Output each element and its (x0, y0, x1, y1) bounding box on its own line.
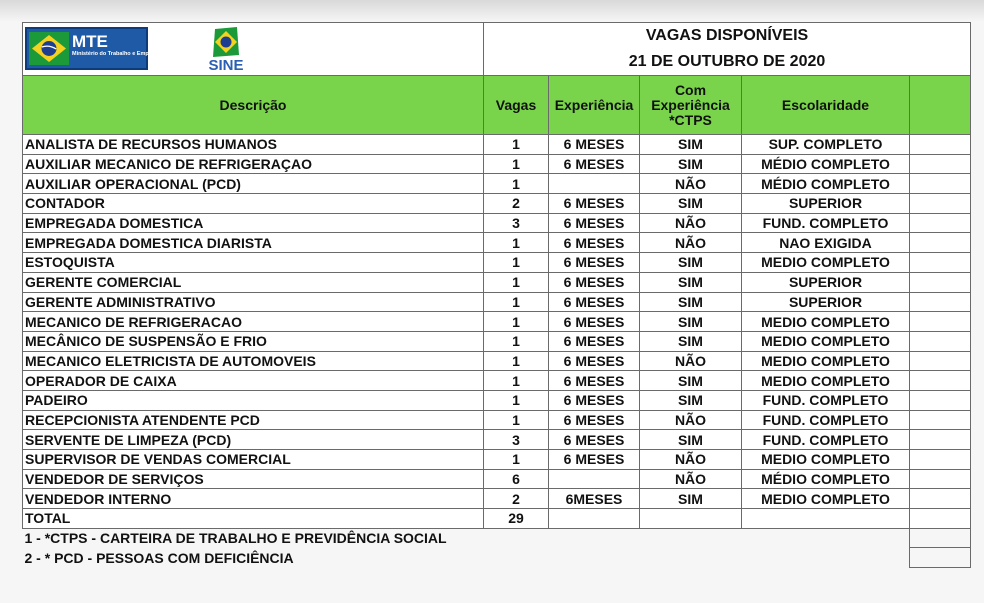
cell-escolaridade: MEDIO COMPLETO (742, 312, 910, 332)
table-row (23, 213, 971, 233)
cell-vagas: 1 (484, 135, 549, 155)
cell-experiencia: 6 MESES (549, 450, 640, 470)
cell-vagas: 1 (484, 410, 549, 430)
cell-vagas: 3 (484, 430, 549, 450)
cell-escolaridade: NAO EXIGIDA (742, 233, 910, 253)
cell-ctps: SIM (640, 292, 742, 312)
cell-escolaridade: MEDIO COMPLETO (742, 489, 910, 509)
table-row (23, 233, 971, 253)
cell-descricao: VENDEDOR DE SERVIÇOS (23, 469, 484, 489)
cell-descricao: AUXILIAR OPERACIONAL (PCD) (23, 174, 484, 194)
cell-descricao: MECANICO ELETRICISTA DE AUTOMOVEIS (23, 351, 484, 371)
sine-flag-icon (209, 27, 243, 57)
cell-experiencia: 6 MESES (549, 410, 640, 430)
cell-extra (910, 371, 971, 391)
mte-logo-subtext: Ministério do Trabalho e Emprego (72, 51, 161, 57)
cell-escolaridade: MEDIO COMPLETO (742, 371, 910, 391)
vacancies-table (22, 22, 971, 568)
cell-experiencia: 6 MESES (549, 371, 640, 391)
table-row (23, 272, 971, 292)
cell-experiencia: 6 MESES (549, 253, 640, 273)
cell-ctps: SIM (640, 253, 742, 273)
table-row (23, 489, 971, 509)
cell-vagas: 1 (484, 154, 549, 174)
col-descricao: Descrição (23, 76, 484, 135)
note-row (23, 528, 971, 548)
table-row (23, 253, 971, 273)
cell-vagas: 1 (484, 312, 549, 332)
cell-ctps: SIM (640, 331, 742, 351)
top-shade (0, 0, 984, 22)
cell-extra (910, 390, 971, 410)
note-ctps: 1 - *CTPS - CARTEIRA DE TRABALHO E PREVIDÊNCIA SOCIAL (23, 528, 910, 548)
cell-extra (910, 213, 971, 233)
cell-descricao: VENDEDOR INTERNO (23, 489, 484, 509)
table-row (23, 450, 971, 470)
brazil-flag-icon (29, 32, 69, 65)
cell-vagas: 1 (484, 331, 549, 351)
cell-escolaridade: MÉDIO COMPLETO (742, 469, 910, 489)
sine-logo-text: SINE (208, 57, 244, 74)
cell-vagas: 1 (484, 253, 549, 273)
table-row (23, 410, 971, 430)
cell-escolaridade: MEDIO COMPLETO (742, 253, 910, 273)
cell-ctps: NÃO (640, 233, 742, 253)
title-cell (484, 23, 971, 76)
cell-extra (910, 292, 971, 312)
cell-ctps: NÃO (640, 469, 742, 489)
cell-escolaridade: SUPERIOR (742, 292, 910, 312)
job-vacancies-sheet (22, 22, 970, 568)
cell-extra (910, 253, 971, 273)
cell-escolaridade: FUND. COMPLETO (742, 390, 910, 410)
cell-vagas: 2 (484, 194, 549, 214)
cell-extra (910, 469, 971, 489)
cell-descricao: MECANICO DE REFRIGERACAO (23, 312, 484, 332)
cell-descricao: ANALISTA DE RECURSOS HUMANOS (23, 135, 484, 155)
cell-descricao: GERENTE COMERCIAL (23, 272, 484, 292)
cell-ctps: NÃO (640, 410, 742, 430)
cell-extra (910, 489, 971, 509)
cell-experiencia: 6 MESES (549, 331, 640, 351)
cell-descricao: SUPERVISOR DE VENDAS COMERCIAL (23, 450, 484, 470)
page-date: 21 DE OUTUBRO DE 2020 (628, 53, 826, 70)
table-header-row (23, 76, 971, 135)
cell-escolaridade: SUPERIOR (742, 272, 910, 292)
total-row (23, 509, 971, 529)
table-row (23, 194, 971, 214)
page-title: VAGAS DISPONÍVEIS (645, 27, 809, 44)
cell-descricao: RECEPCIONISTA ATENDENTE PCD (23, 410, 484, 430)
cell-descricao: PADEIRO (23, 390, 484, 410)
cell-extra (910, 272, 971, 292)
cell-experiencia: 6 MESES (549, 154, 640, 174)
cell-ctps: NÃO (640, 351, 742, 371)
cell-ctps: SIM (640, 489, 742, 509)
cell-descricao: EMPREGADA DOMESTICA DIARISTA (23, 233, 484, 253)
cell-ctps: NÃO (640, 213, 742, 233)
cell-descricao: GERENTE ADMINISTRATIVO (23, 292, 484, 312)
cell-descricao: CONTADOR (23, 194, 484, 214)
cell-extra (910, 312, 971, 332)
cell-escolaridade: FUND. COMPLETO (742, 430, 910, 450)
cell-experiencia: 6 MESES (549, 233, 640, 253)
cell-vagas: 1 (484, 351, 549, 371)
table-row (23, 390, 971, 410)
cell-descricao: OPERADOR DE CAIXA (23, 371, 484, 391)
cell-vagas: 3 (484, 213, 549, 233)
mte-logo-text: MTE (72, 32, 108, 51)
sine-logo (201, 27, 251, 75)
cell-ctps: SIM (640, 194, 742, 214)
table-row (23, 312, 971, 332)
cell-experiencia: 6 MESES (549, 292, 640, 312)
cell-descricao: EMPREGADA DOMESTICA (23, 213, 484, 233)
cell-experiencia (549, 469, 640, 489)
table-row (23, 331, 971, 351)
cell-escolaridade: MÉDIO COMPLETO (742, 154, 910, 174)
cell-escolaridade: MÉDIO COMPLETO (742, 174, 910, 194)
cell-experiencia: 6 MESES (549, 272, 640, 292)
cell-descricao: AUXILIAR MECANICO DE REFRIGERAÇAO (23, 154, 484, 174)
cell-extra (910, 135, 971, 155)
cell-vagas: 1 (484, 233, 549, 253)
table-body (23, 135, 971, 509)
cell-ctps: SIM (640, 371, 742, 391)
cell-extra (910, 430, 971, 450)
col-vagas: Vagas (484, 76, 549, 135)
col-escolaridade: Escolaridade (742, 76, 910, 135)
cell-escolaridade: MEDIO COMPLETO (742, 331, 910, 351)
table-row (23, 469, 971, 489)
cell-experiencia: 6 MESES (549, 213, 640, 233)
cell-vagas: 1 (484, 371, 549, 391)
cell-vagas: 1 (484, 174, 549, 194)
cell-extra (910, 450, 971, 470)
cell-vagas: 6 (484, 469, 549, 489)
logo-area (23, 23, 484, 76)
cell-extra (910, 174, 971, 194)
cell-vagas: 1 (484, 390, 549, 410)
cell-ctps: SIM (640, 430, 742, 450)
cell-ctps: NÃO (640, 174, 742, 194)
cell-extra (910, 351, 971, 371)
cell-experiencia: 6 MESES (549, 135, 640, 155)
cell-experiencia: 6 MESES (549, 351, 640, 371)
col-ctps (640, 76, 742, 135)
table-row (23, 351, 971, 371)
note-row (23, 548, 971, 568)
mte-logo (25, 27, 161, 70)
total-label: TOTAL (23, 509, 484, 529)
cell-extra (910, 410, 971, 430)
cell-vagas: 2 (484, 489, 549, 509)
cell-extra (910, 154, 971, 174)
table-row (23, 292, 971, 312)
cell-escolaridade: FUND. COMPLETO (742, 213, 910, 233)
cell-ctps: SIM (640, 390, 742, 410)
cell-escolaridade: FUND. COMPLETO (742, 410, 910, 430)
cell-extra (910, 233, 971, 253)
table-row (23, 135, 971, 155)
cell-escolaridade: MEDIO COMPLETO (742, 351, 910, 371)
note-pcd: 2 - * PCD - PESSOAS COM DEFICIÊNCIA (23, 548, 910, 568)
cell-extra (910, 331, 971, 351)
cell-descricao: SERVENTE DE LIMPEZA (PCD) (23, 430, 484, 450)
cell-descricao: MECÂNICO DE SUSPENSÃO E FRIO (23, 331, 484, 351)
cell-ctps: SIM (640, 272, 742, 292)
cell-vagas: 1 (484, 450, 549, 470)
cell-experiencia: 6 MESES (549, 430, 640, 450)
cell-vagas: 1 (484, 292, 549, 312)
cell-experiencia: 6 MESES (549, 390, 640, 410)
cell-vagas: 1 (484, 272, 549, 292)
col-ctps-line2: Experiência (651, 96, 730, 113)
cell-extra (910, 194, 971, 214)
cell-ctps: NÃO (640, 450, 742, 470)
cell-experiencia (549, 174, 640, 194)
cell-escolaridade: SUPERIOR (742, 194, 910, 214)
table-row (23, 154, 971, 174)
col-extra (910, 76, 971, 135)
cell-ctps: SIM (640, 154, 742, 174)
col-ctps-line1: Com (674, 81, 707, 98)
table-row (23, 174, 971, 194)
cell-experiencia: 6 MESES (549, 312, 640, 332)
col-ctps-line3: *CTPS (669, 111, 712, 128)
col-experiencia: Experiência (549, 76, 640, 135)
cell-experiencia: 6 MESES (549, 194, 640, 214)
cell-ctps: SIM (640, 312, 742, 332)
cell-escolaridade: MEDIO COMPLETO (742, 450, 910, 470)
cell-descricao: ESTOQUISTA (23, 253, 484, 273)
cell-escolaridade: SUP. COMPLETO (742, 135, 910, 155)
cell-ctps: SIM (640, 135, 742, 155)
total-value: 29 (484, 509, 549, 529)
table-row (23, 371, 971, 391)
table-row (23, 430, 971, 450)
cell-experiencia: 6MESES (549, 489, 640, 509)
